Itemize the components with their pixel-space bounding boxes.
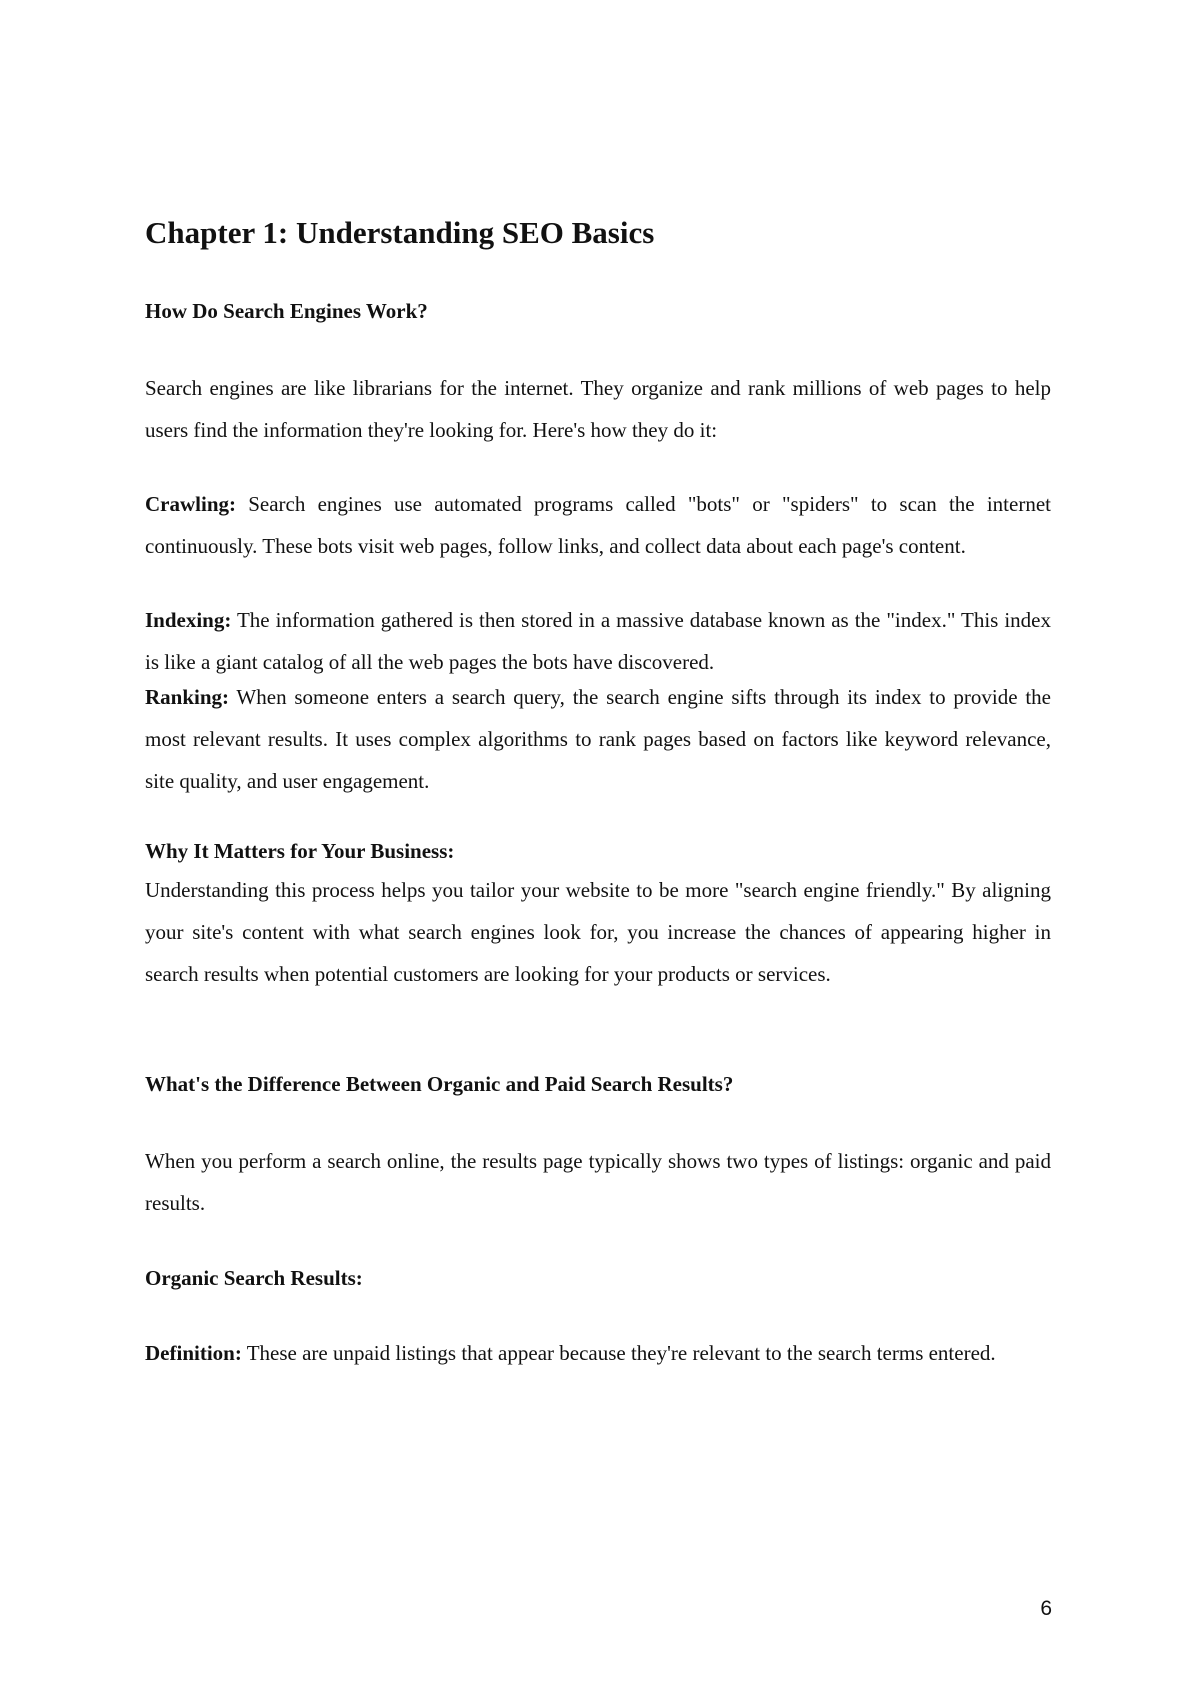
page-number: 6 [1040,1597,1052,1620]
section-heading-how-search-engines-work: How Do Search Engines Work? [145,299,428,323]
section-heading-organic-results: Organic Search Results: [145,1266,363,1290]
chapter-title: Chapter 1: Understanding SEO Basics [145,215,655,250]
crawling-term: Crawling: [145,492,236,516]
section-heading-why-it-matters: Why It Matters for Your Business: [145,839,455,863]
ranking-text: When someone enters a search query, the search engine sifts through its index to provide the most relevant results. It uses complex algorithms to rank pages based on factors like keyword relevance, site quality, and user engagement. [145,685,1051,793]
crawling-text: Search engines use automated programs called "bots" or "spiders" to scan the internet continuously. These bots visit web pages, follow links, and collect data about each page's content. [145,492,1051,558]
indexing-term: Indexing: [145,608,232,632]
indexing-text: The information gathered is then stored in a massive database known as the "index." This index is like a giant catalog of all the web pages the bots have discovered. [145,608,1051,674]
definition-text: These are unpaid listings that appear because they're relevant to the search terms entered. [241,1341,996,1365]
why-it-matters-paragraph: Understanding this process helps you tailor your website to be more "search engine friendly." By aligning your site's content with what search engines look for, you increase the chances of appearing higher in search results when potential customers are looking for your products or services. [145,878,1051,986]
indexing-paragraph [145,599,1051,683]
definition-term: Definition: [145,1341,242,1365]
ranking-paragraph [145,676,1051,802]
organic-vs-paid-paragraph: When you perform a search online, the results page typically shows two types of listings: organic and paid results. [145,1149,1051,1215]
intro-paragraph: Search engines are like librarians for the internet. They organize and rank millions of web pages to help users find the information they're looking for. Here's how they do it: [145,376,1051,442]
crawling-paragraph [145,483,1051,567]
section-heading-organic-vs-paid: What's the Difference Between Organic and Paid Search Results? [145,1072,734,1096]
ranking-term: Ranking: [145,685,230,709]
definition-paragraph [145,1332,1051,1374]
